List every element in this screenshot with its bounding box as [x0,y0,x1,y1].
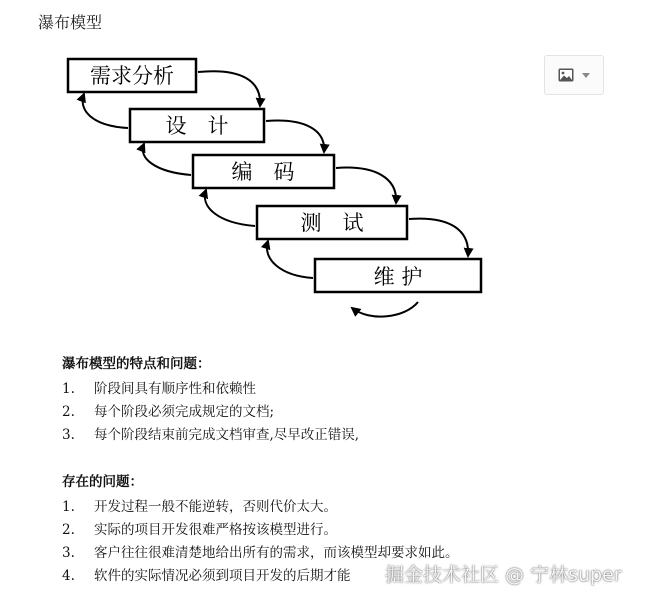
item-text: 开发过程一般不能逆转，否则代价太大。 [94,499,337,515]
watermark: 掘金技术社区 @ 宁林super [385,564,622,586]
arrow-forward-3 [336,168,396,203]
stage-design-label: 设 计 [165,114,229,138]
arrow-forward-2 [266,121,324,152]
image-icon [558,68,574,82]
features-heading: 瀑布模型的特点和问题： [62,356,211,372]
item-text: 客户往往很难清楚地给出所有的需求，而该模型却要求如此。 [94,545,459,561]
arrow-back-4 [267,241,313,278]
item-number: 4. [62,568,75,584]
item-text: 阶段间具有顺序性和依赖性 [94,381,256,397]
arrow-back-3 [205,190,255,226]
item-number: 2. [62,522,75,538]
item-number: 3. [62,545,75,561]
stage-testing [257,206,407,239]
features-section [62,352,359,447]
stage-maintenance-label: 维 护 [373,265,423,289]
arrow-forward-1 [198,71,260,106]
stage-design [130,109,264,142]
stage-maintenance [315,259,481,292]
item-number: 1. [62,381,75,397]
chevron-down-icon [582,73,590,78]
stage-coding-label: 编 码 [231,160,295,184]
list-item [62,496,459,519]
stage-testing-label: 测 试 [300,211,364,235]
problems-heading: 存在的问题： [62,474,143,490]
stage-coding [193,155,334,188]
list-item [62,378,359,401]
item-text: 软件的实际情况必须到项目开发的后期才能 [94,568,351,584]
item-number: 2. [62,404,75,420]
arrow-back-2 [143,144,191,175]
page-title: 瀑布模型 [38,13,103,32]
stage-requirements-label: 需求分析 [90,64,174,88]
item-text: 每个阶段必须完成规定的文档; [94,404,275,420]
features-list [62,378,359,447]
image-button[interactable] [544,55,604,95]
item-text: 每个阶段结束前完成文档审查,尽早改正错误, [94,427,360,443]
item-number: 3. [62,427,75,443]
list-item [62,424,359,447]
list-item [62,401,359,424]
arrow-back-1 [83,94,128,128]
item-text: 实际的项目开发很难严格按该模型进行。 [94,522,337,538]
list-item [62,519,459,542]
arrow-forward-4 [409,219,468,256]
stage-requirements [68,59,196,92]
arrow-maintenance-loop [352,302,418,317]
item-number: 1. [62,499,75,515]
